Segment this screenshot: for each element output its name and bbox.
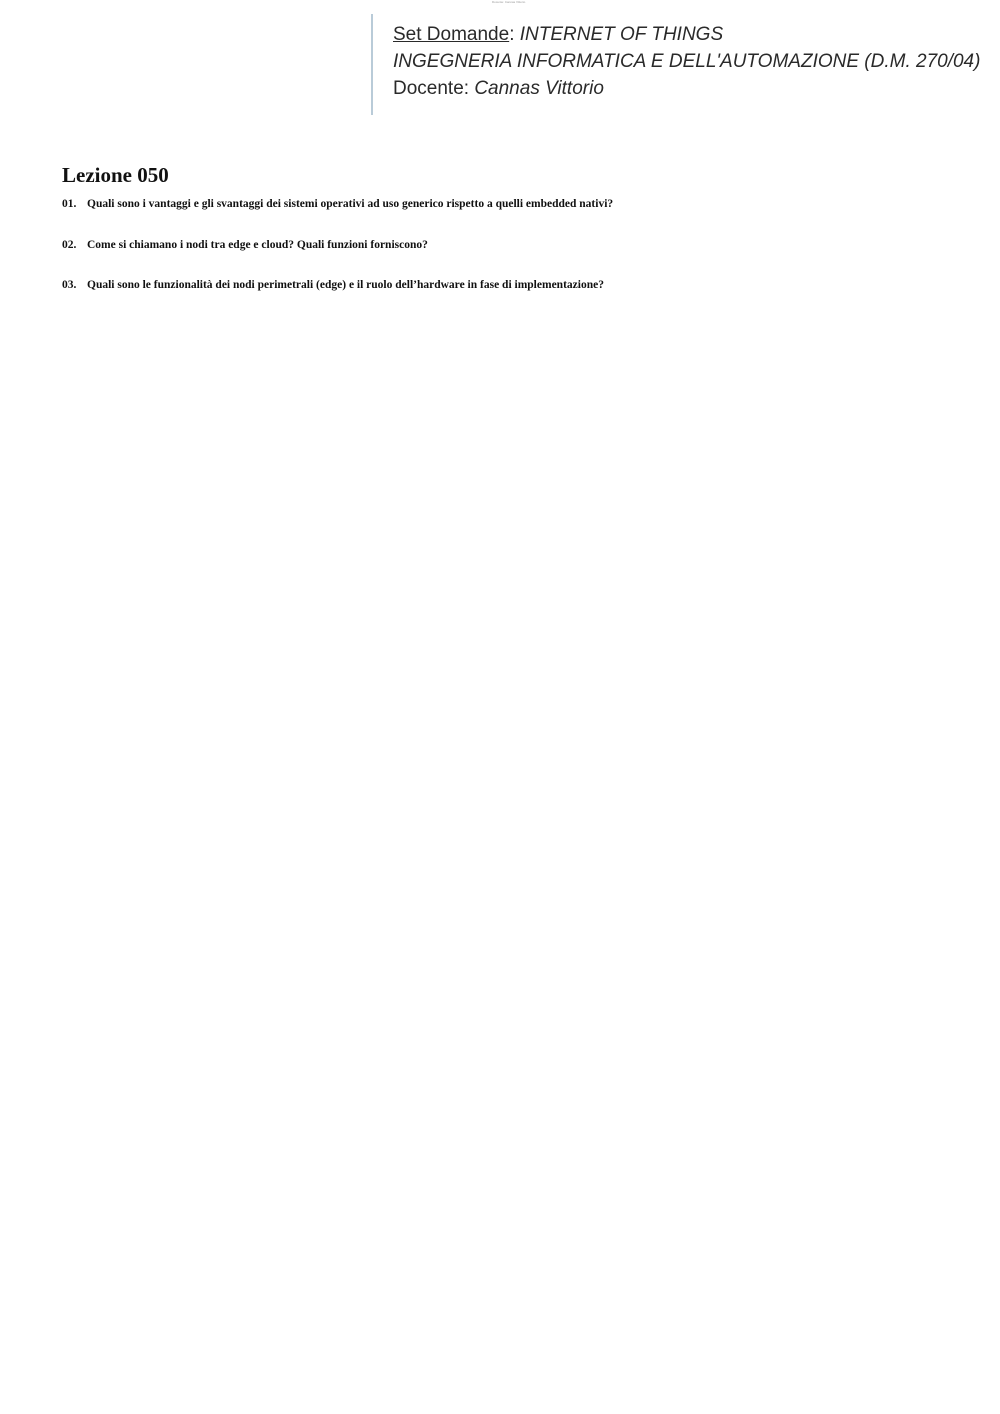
degree-name: INGEGNERIA INFORMATICA E DELL'AUTOMAZIONE (D.M. 270/04) bbox=[393, 51, 981, 72]
question-text: Quali sono le funzionalità dei nodi perimetrali (edge) e il ruolo dell’hardware in fase di implementazione? bbox=[87, 279, 604, 291]
course-header bbox=[371, 14, 991, 115]
question-item bbox=[62, 237, 962, 253]
course-name: INTERNET OF THINGS bbox=[519, 24, 724, 45]
lesson-title: Lezione 050 bbox=[62, 163, 169, 187]
question-list bbox=[62, 196, 962, 318]
course-line bbox=[393, 21, 991, 48]
page-header-mark: Docente: Cannas Vittorio bbox=[492, 0, 526, 4]
set-domande-label: Set Domande bbox=[393, 24, 510, 45]
teacher-name: Cannas Vittorio bbox=[474, 78, 604, 99]
question-item bbox=[62, 277, 962, 293]
question-text: Come si chiamano i nodi tra edge e cloud? Quali funzioni forniscono? bbox=[87, 238, 428, 251]
teacher-label: Docente: bbox=[393, 78, 475, 99]
teacher-line bbox=[393, 75, 991, 102]
set-separator: : bbox=[509, 24, 520, 45]
question-text: Quali sono i vantaggi e gli svantaggi dei sistemi operativi ad uso generico rispetto a quelli embedded nativi? bbox=[87, 198, 614, 210]
question-number: 01. bbox=[62, 198, 77, 210]
question-number: 03. bbox=[62, 279, 77, 291]
question-number: 02. bbox=[62, 238, 77, 251]
question-item bbox=[62, 196, 962, 212]
